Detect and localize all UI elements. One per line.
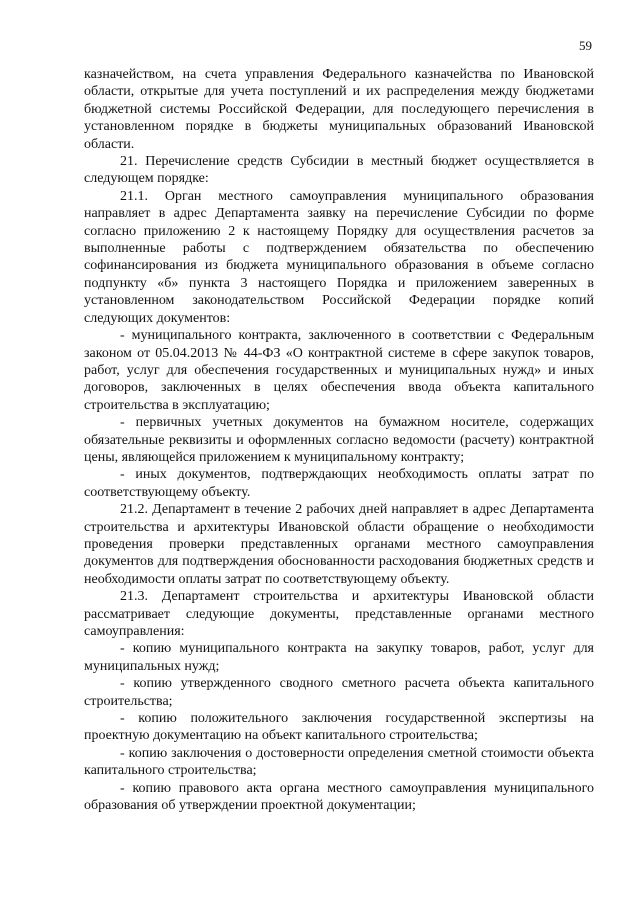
document-body: [84, 66, 594, 814]
list-item-primary-documents: - первичных учетных документов на бумажном носителе, содержащих обязательные реквизиты и оформленных согласно ведомости (расчету) контрактной цены, являющейся приложением к муниципальному контракту;: [84, 415, 594, 465]
list-item-cost-reliability-copy: - копию заключения о достоверности определения сметной стоимости объекта капитального строительства;: [84, 745, 594, 779]
paragraph-21-2: 21.2. Департамент в течение 2 рабочих дней направляет в адрес Департамента строительства и архитектуры Ивановской области обращение о необходимости проведения проверки представленных органами местного самоуправления документов для подтверждения обоснованности расходования бюджетных средств и необходимости оплаты затрат по соответствующему объекту.: [84, 502, 594, 587]
list-item-other-documents: - иных документов, подтверждающих необходимость оплаты затрат по соответствующему объекту.: [84, 467, 594, 500]
paragraph-21-3: 21.3. Департамент строительства и архитектуры Ивановской области рассматривает следующие документы, представленные органами местного самоуправления:: [84, 589, 594, 639]
paragraph-21: 21. Перечисление средств Субсидии в местный бюджет осуществляется в следующем порядке:: [84, 154, 594, 187]
paragraph-21-1: 21.1. Орган местного самоуправления муниципального образования направляет в адрес Департамента заявку на перечисление Субсидии по форме согласно приложению 2 к настоящему Порядку для осуществления расчетов за выполненные работы с подтверждением обязательства по обеспечению софинансирования из бюджета муниципального образования в объеме согласно подпункту «б» пункта 3 настоящего Порядка и приложением заверенных в установленном законодательством Российской Федерации порядке копий следующих документов:: [84, 188, 594, 326]
paragraph-continuation: казначейством, на счета управления Федерального казначейства по Ивановской области, открытые для учета поступлений и их распределения между бюджетами бюджетной системы Российской Федерации, для последующего перечисления в установленном порядке в бюджеты муниципальных образований Ивановской области.: [84, 67, 594, 152]
list-item-contract-copy: - копию муниципального контракта на закупку товаров, работ, услуг для муниципальных нужд;: [84, 641, 594, 674]
list-item-expertise-copy: - копию положительного заключения государственной экспертизы на проектную документацию на объект капитального строительства;: [84, 711, 594, 744]
list-item-contract: - муниципального контракта, заключенного в соответствии с Федеральным законом от 05.04.2013 № 44-ФЗ «О контрактной системе в сфере закупок товаров, работ, услуг для обеспечения государственных и муниципальных нужд» и иных договоров, заключенных в целях обеспечения ввода объекта капитального строительства в эксплуатацию;: [84, 328, 594, 413]
list-item-legal-act-copy: - копию правового акта органа местного самоуправления муниципального образования об утверждении проектной документации;: [84, 780, 594, 814]
list-item-estimate-copy: - копию утвержденного сводного сметного расчета объекта капитального строительства;: [84, 676, 594, 709]
page-number: 59: [579, 38, 592, 53]
